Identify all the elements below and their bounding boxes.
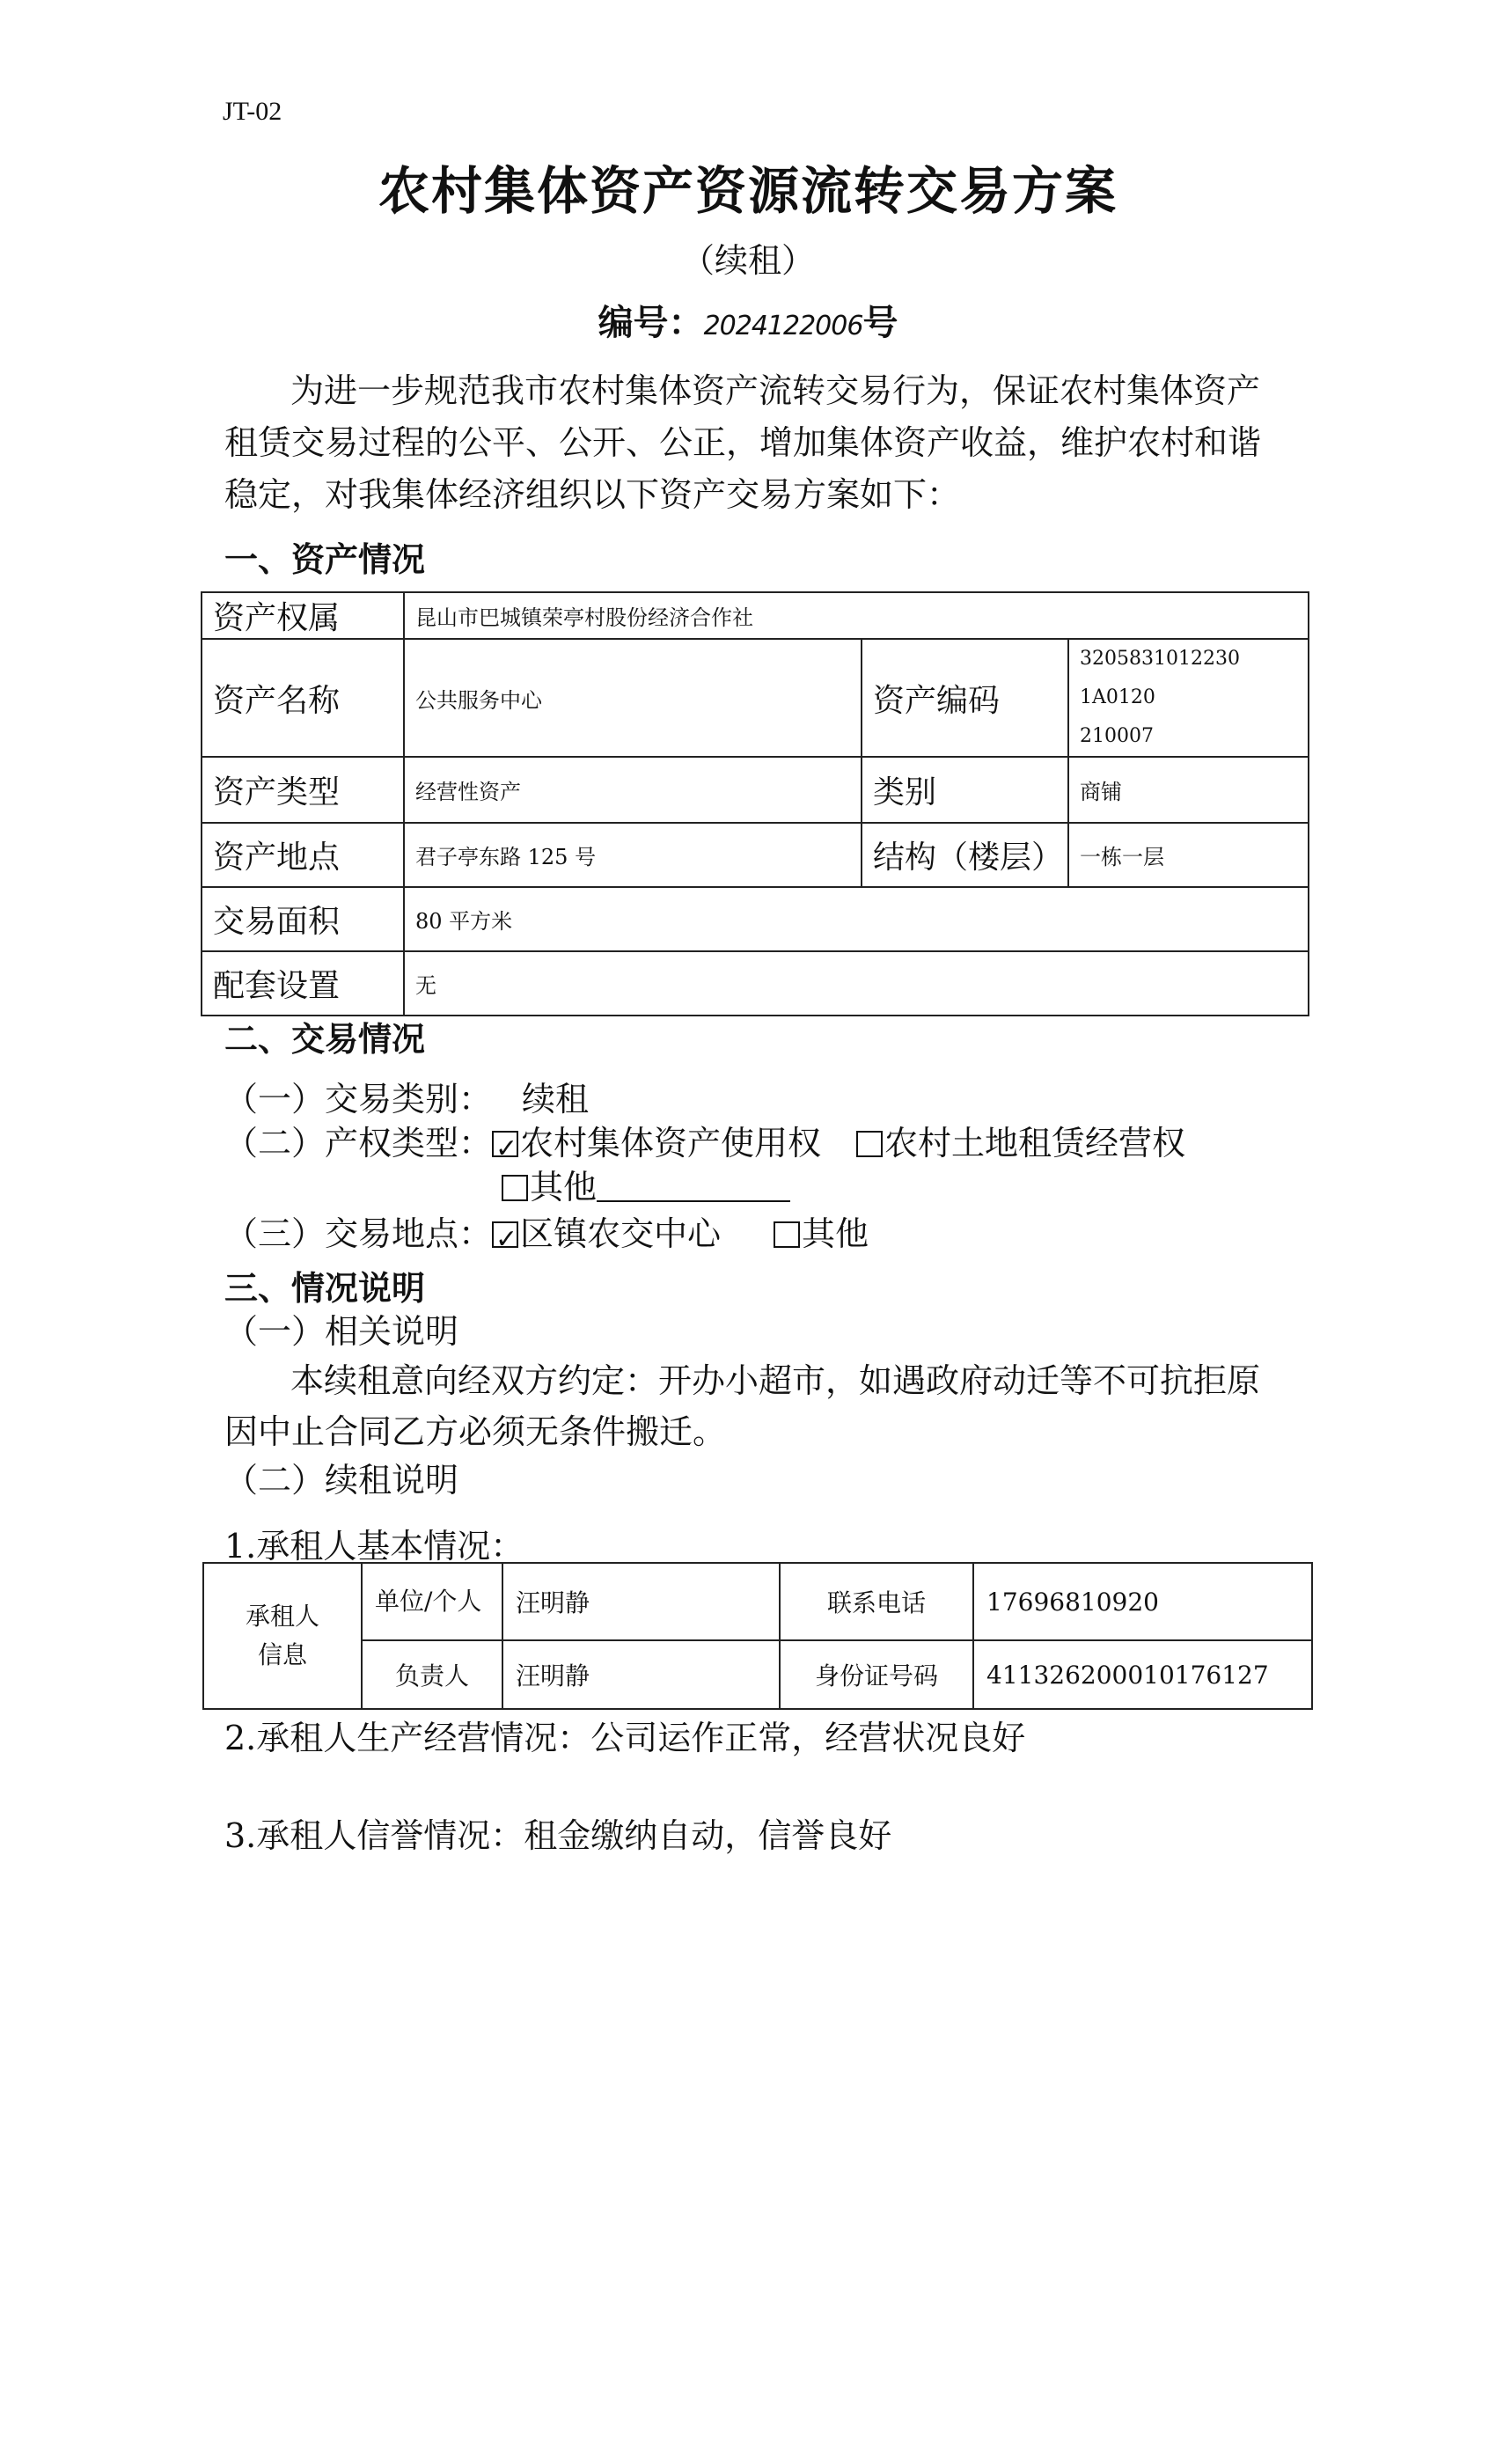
right-opt2-checkbox[interactable] [856, 1131, 883, 1157]
lessee-heading: 1.承租人基本情况： [224, 1527, 524, 1566]
asset-row-facility [202, 951, 1309, 1016]
place-opt1-checkbox[interactable] [492, 1221, 518, 1248]
owner-label: 资产权属 [202, 592, 404, 639]
location-label: 资产地点 [202, 823, 404, 887]
right-other-blank[interactable] [597, 1174, 790, 1202]
intro-line-2: 租赁交易过程的公平、公开、公正，增加集体资产收益，维护农村和谐 [224, 423, 1262, 462]
place-opt1-label: 区镇农交中心 [520, 1214, 722, 1253]
type-label: 资产类型 [202, 757, 404, 823]
asset-table [201, 591, 1309, 1016]
structure-value: 一栋一层 [1068, 823, 1309, 887]
section-1-heading: 一、资产情况 [224, 539, 426, 579]
item-3: 3.承租人信誉情况：租金缴纳自动，信誉良好 [224, 1816, 892, 1855]
id-value: 411326200010176127 [973, 1640, 1312, 1709]
asset-row-location [202, 823, 1309, 887]
facility-value: 无 [404, 951, 1309, 1016]
code-value-line-2: 210007 [1080, 725, 1154, 747]
id-label: 身份证号码 [780, 1640, 973, 1709]
unit-value: 汪明静 [502, 1563, 780, 1640]
facility-label: 配套设置 [202, 951, 404, 1016]
rep-label: 负责人 [362, 1640, 502, 1709]
note-line-2: 因中止合同乙方必须无条件搬迁。 [224, 1412, 727, 1451]
unit-label: 单位/个人 [362, 1563, 502, 1640]
document-code: JT-02 [223, 97, 282, 126]
asset-row-name [202, 639, 1309, 757]
structure-label: 结构（楼层） [862, 823, 1068, 887]
place-opt2-checkbox[interactable] [774, 1221, 800, 1248]
serial-label: 编号： [598, 302, 704, 343]
lessee-row-2 [203, 1640, 1312, 1709]
name-value: 公共服务中心 [404, 639, 862, 757]
intro-line-1: 为进一步规范我市农村集体资产流转交易行为，保证农村集体资产 [290, 371, 1261, 410]
phone-value: 17696810920 [973, 1563, 1312, 1640]
location-value: 君子亭东路 125 号 [404, 823, 862, 887]
note-line-1: 本续租意向经双方约定：开办小超市，如遇政府动迁等不可抗拒原 [290, 1361, 1261, 1400]
phone-label: 联系电话 [780, 1563, 973, 1640]
owner-value: 昆山市巴城镇荣亭村股份经济合作社 [404, 592, 1309, 639]
name-label: 资产名称 [202, 639, 404, 757]
area-label: 交易面积 [202, 887, 404, 951]
sub-heading-2: （二）续租说明 [224, 1461, 459, 1500]
right-opt1-checkbox[interactable] [492, 1131, 518, 1157]
item-2: 2.承租人生产经营情况：公司运作正常，经营状况良好 [224, 1719, 1026, 1757]
sub-heading-1: （一）相关说明 [224, 1312, 459, 1351]
rep-value: 汪明静 [502, 1640, 780, 1709]
lessee-row-1 [203, 1563, 1312, 1640]
trade-kind-value: 续租 [522, 1080, 590, 1118]
right-opt3-label: 其他 [530, 1168, 598, 1206]
area-value: 80 平方米 [404, 887, 1309, 951]
document-title: 农村集体资产资源流转交易方案 [378, 161, 1118, 221]
right-opt3-checkbox[interactable] [502, 1175, 528, 1201]
category-label: 类别 [862, 757, 1068, 823]
document-subtitle: （续租） [680, 241, 815, 280]
code-value-line-1: 3205831012230 1A0120 [1080, 648, 1240, 708]
trade-kind-label: （一）交易类别： [224, 1080, 493, 1118]
section-3-heading: 三、情况说明 [224, 1268, 426, 1308]
category-value: 商铺 [1068, 757, 1309, 823]
code-value [1068, 639, 1309, 757]
right-type-label: （二）产权类型： [224, 1124, 493, 1162]
right-type-other [502, 1162, 790, 1213]
serial-handwritten: 2024122006 [703, 311, 863, 341]
right-opt2-label: 农村土地租赁经营权 [884, 1124, 1186, 1162]
lessee-group-label: 承租人信息 [203, 1563, 362, 1709]
type-value: 经营性资产 [404, 757, 862, 823]
asset-row-area [202, 887, 1309, 951]
trade-place [224, 1208, 869, 1259]
asset-row-type [202, 757, 1309, 823]
section-2-heading: 二、交易情况 [224, 1019, 426, 1059]
serial-number [0, 295, 1496, 345]
lessee-table [202, 1562, 1313, 1710]
asset-row-owner [202, 592, 1309, 639]
code-label: 资产编码 [862, 639, 1068, 757]
intro-line-3: 稳定，对我集体经济组织以下资产交易方案如下： [224, 475, 961, 514]
trade-place-label: （三）交易地点： [224, 1214, 493, 1253]
right-opt1-label: 农村集体资产使用权 [520, 1124, 822, 1162]
place-opt2-label: 其他 [802, 1214, 869, 1253]
serial-suffix: 号 [862, 302, 898, 343]
